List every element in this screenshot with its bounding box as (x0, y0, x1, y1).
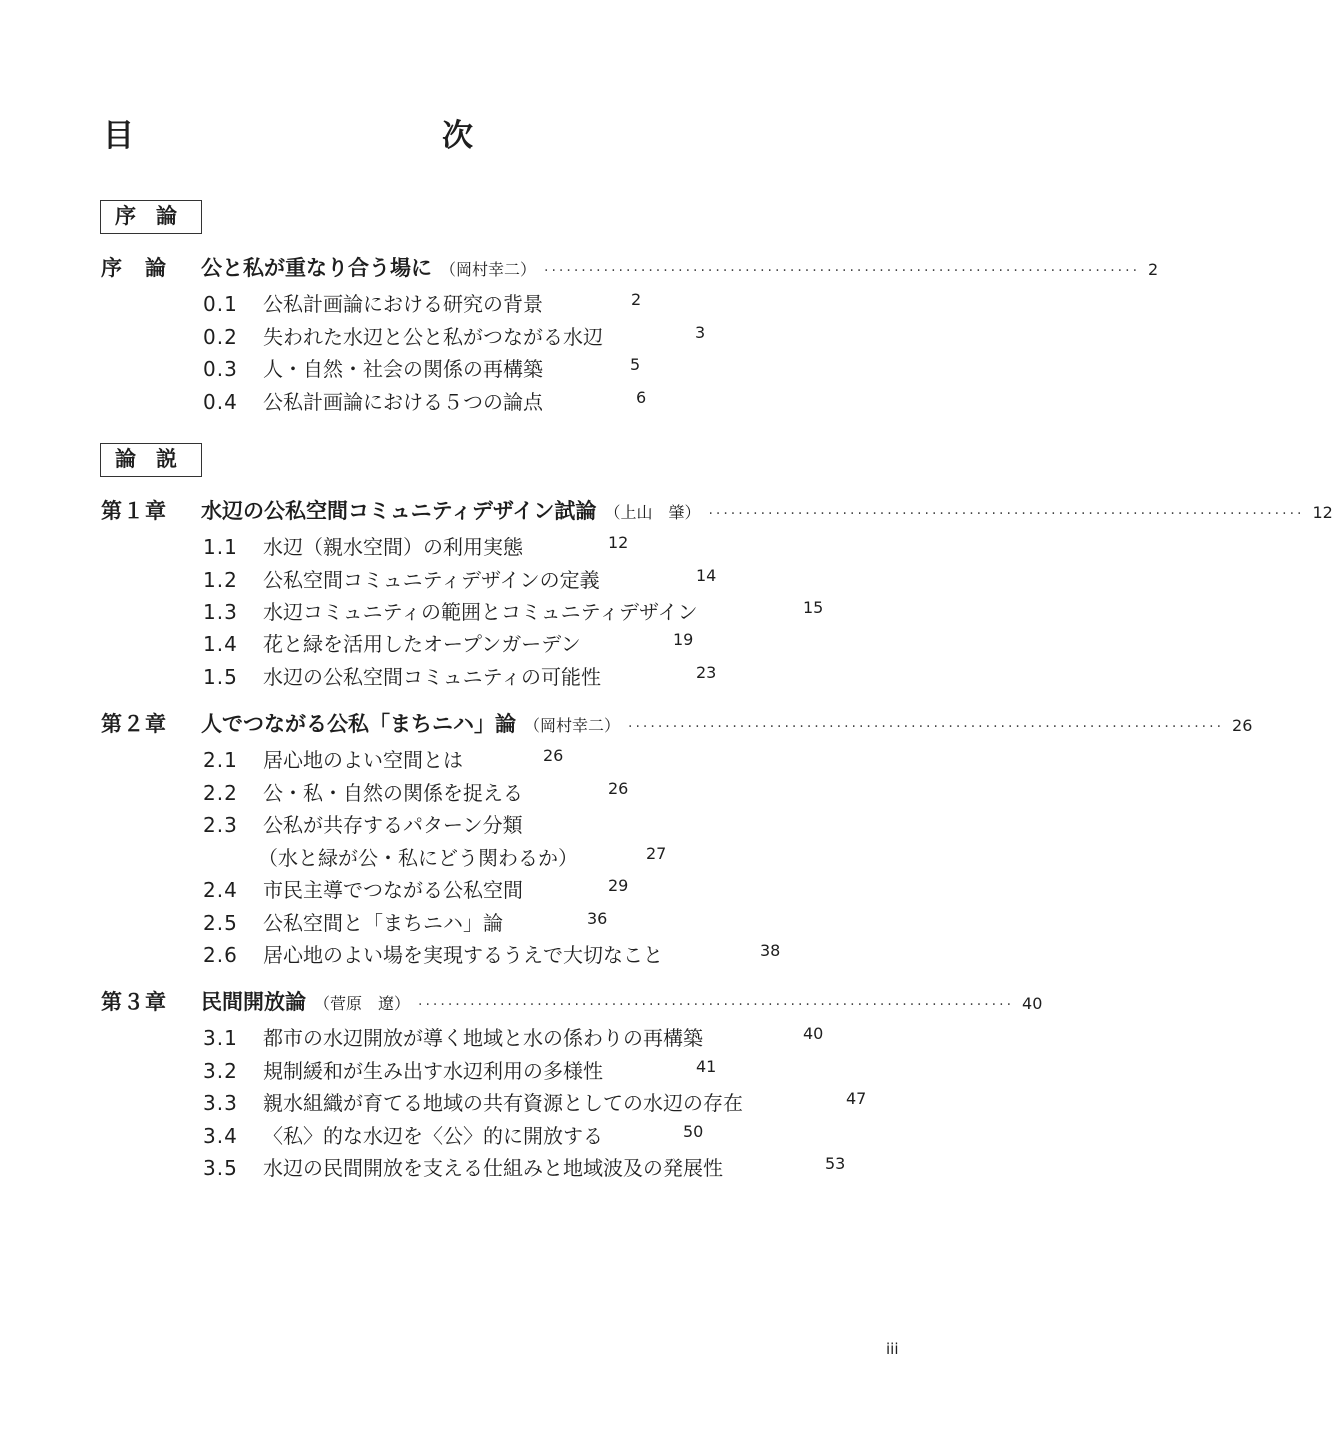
section-entry (203, 628, 694, 658)
section-title: 公私計画論における研究の背景 (263, 292, 543, 316)
section-title: 水辺（親水空間）の利用実態 (263, 535, 523, 559)
section-title: 水辺の公私空間コミュニティの可能性 (263, 665, 601, 689)
section-entry (203, 564, 717, 594)
section-title: 居心地のよい空間とは (263, 748, 463, 772)
section-page: 5 (630, 355, 641, 374)
section-title: 居心地のよい場を実現するうえで大切なこと (263, 943, 663, 967)
section-title: 都市の水辺開放が導く地域と水の係わりの再構築 (263, 1026, 703, 1050)
section-title: 公私空間と「まちニハ」論 (263, 911, 503, 935)
section-number: 3.2 (203, 1059, 238, 1083)
section-entry (203, 907, 608, 937)
section-number: 0.3 (203, 357, 238, 381)
chapter-entry (101, 495, 1333, 527)
section-number: 0.1 (203, 292, 238, 316)
chapter-author: （上山 肇） (604, 503, 701, 522)
section-number: 2.5 (203, 911, 238, 935)
section-page: 41 (696, 1057, 717, 1076)
section-title: 水辺の民間開放を支える仕組みと地域波及の発展性 (263, 1156, 723, 1180)
section-page: 12 (608, 533, 629, 552)
section-page: 26 (543, 746, 564, 765)
section-entry (203, 353, 641, 383)
section-page: 50 (683, 1122, 704, 1141)
section-entry (203, 1152, 846, 1182)
section-entry (203, 596, 824, 626)
section-number: 3.5 (203, 1156, 238, 1180)
part-label-articles: 論説 (100, 443, 202, 477)
chapter-number: 第２章 (101, 712, 167, 736)
section-entry (203, 1055, 717, 1085)
section-number: 3.4 (203, 1124, 238, 1148)
section-title-continuation: （水と緑が公・私にどう関わるか） (258, 846, 578, 870)
chapter-page: 12 (1312, 503, 1333, 522)
section-page: 14 (696, 566, 717, 585)
chapter-entry (101, 252, 1159, 284)
page-folio: iii (886, 1340, 899, 1358)
section-number: 1.4 (203, 632, 238, 656)
chapter-title: 公と私が重なり合う場に (201, 256, 432, 280)
section-title: 親水組織が育てる地域の共有資源としての水辺の存在 (263, 1091, 743, 1115)
section-entry (203, 809, 523, 839)
leader-dots: ················································································ (628, 719, 1225, 735)
section-number: 3.1 (203, 1026, 238, 1050)
section-number: 1.2 (203, 568, 238, 592)
section-title: 市民主導でつながる公私空間 (263, 878, 523, 902)
leader-dots: ················································································ (418, 997, 1015, 1013)
section-page: 19 (673, 630, 694, 649)
section-title: 公・私・自然の関係を捉える (263, 781, 523, 805)
part-label-preface: 序論 (100, 200, 202, 234)
section-entry (203, 744, 564, 774)
section-entry (203, 1087, 867, 1117)
section-page: 27 (646, 844, 667, 863)
section-title: 規制緩和が生み出す水辺利用の多様性 (263, 1059, 603, 1083)
section-page: 47 (846, 1089, 867, 1108)
section-entry (203, 288, 642, 318)
section-page: 26 (608, 779, 629, 798)
chapter-title: 民間開放論 (201, 990, 306, 1014)
section-number: 1.1 (203, 535, 238, 559)
chapter-page: 2 (1148, 260, 1159, 279)
section-page: 23 (696, 663, 717, 682)
chapter-author: （岡村幸二） (440, 260, 537, 279)
leader-dots: ················································································ (708, 506, 1305, 522)
chapter-entry (101, 708, 1253, 740)
section-number: 1.3 (203, 600, 238, 624)
chapter-author: （岡村幸二） (524, 716, 621, 735)
section-entry (203, 874, 629, 904)
section-number: 2.3 (203, 813, 238, 837)
section-number: 2.1 (203, 748, 238, 772)
chapter-number: 第１章 (101, 499, 167, 523)
section-number: 0.4 (203, 390, 238, 414)
section-page: 40 (803, 1024, 824, 1043)
section-entry (203, 386, 647, 416)
leader-dots: ················································································ (544, 263, 1141, 279)
section-title: 人・自然・社会の関係の再構築 (263, 357, 543, 381)
section-entry (203, 531, 629, 561)
section-title: 公私空間コミュニティデザインの定義 (263, 568, 600, 592)
section-entry (203, 661, 717, 691)
section-number: 2.2 (203, 781, 238, 805)
section-title: 失われた水辺と公と私がつながる水辺 (263, 325, 603, 349)
section-number: 0.2 (203, 325, 238, 349)
chapter-number: 序 論 (101, 256, 167, 280)
section-page: 15 (803, 598, 824, 617)
section-number: 2.4 (203, 878, 238, 902)
section-page: 2 (631, 290, 642, 309)
section-entry (203, 1022, 824, 1052)
section-title: 花と緑を活用したオープンガーデン (263, 632, 581, 656)
page-title: 目 次 (103, 118, 555, 154)
section-number: 3.3 (203, 1091, 238, 1115)
chapter-page: 40 (1022, 994, 1043, 1013)
section-page: 29 (608, 876, 629, 895)
chapter-entry (101, 986, 1043, 1018)
chapter-title: 人でつながる公私「まちニハ」論 (201, 712, 516, 736)
section-page: 36 (587, 909, 608, 928)
section-title: 公私が共存するパターン分類 (263, 813, 523, 837)
chapter-number: 第３章 (101, 990, 167, 1014)
chapter-title: 水辺の公私空間コミュニティデザイン試論 (201, 499, 597, 523)
section-entry (203, 777, 629, 807)
section-title: 公私計画論における５つの論点 (263, 390, 543, 414)
section-page: 38 (760, 941, 781, 960)
section-title: 水辺コミュニティの範囲とコミュニティデザイン (263, 600, 698, 624)
section-number: 2.6 (203, 943, 238, 967)
section-number: 1.5 (203, 665, 238, 689)
section-page: 3 (695, 323, 706, 342)
chapter-author: （菅原 遼） (314, 994, 411, 1013)
section-page: 53 (825, 1154, 846, 1173)
section-entry (203, 1120, 704, 1150)
section-continuation (258, 842, 667, 872)
chapter-page: 26 (1232, 716, 1253, 735)
section-entry (203, 939, 781, 969)
section-title: 〈私〉的な水辺を〈公〉的に開放する (263, 1124, 603, 1148)
section-page: 6 (636, 388, 647, 407)
section-entry (203, 321, 706, 351)
